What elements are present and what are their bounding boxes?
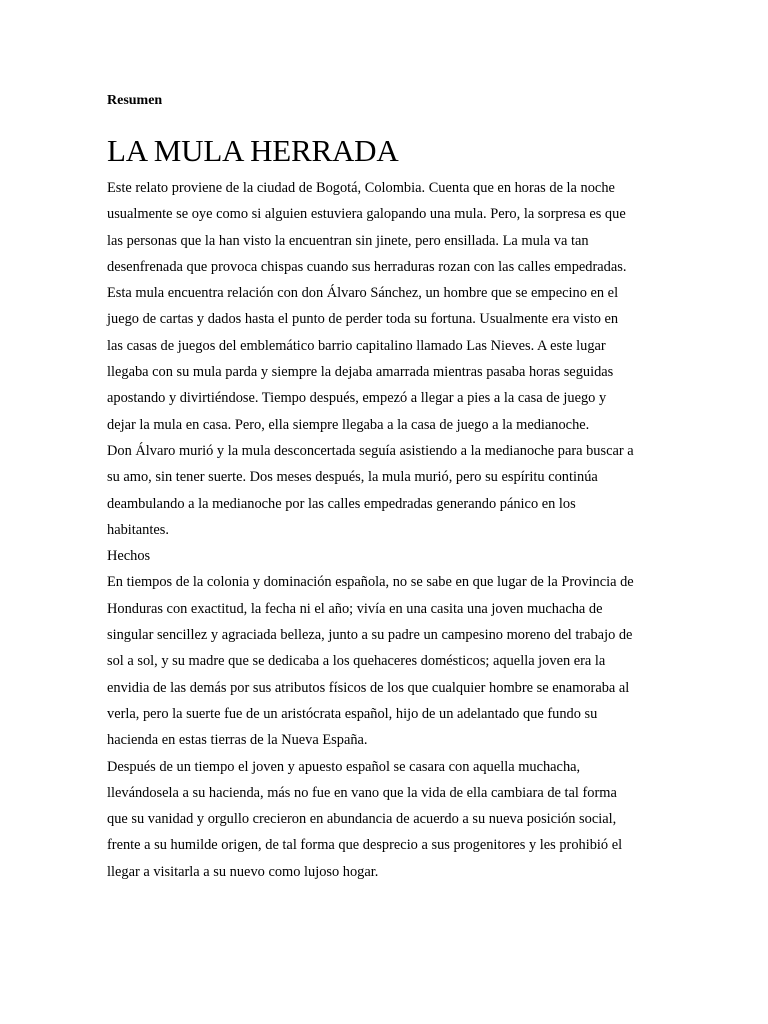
- heading-hechos: Hechos: [107, 548, 151, 565]
- paragraph-colonia: En tiempos de la colonia y dominación española, no se sabe en que lugar de la Provincia de Honduras con exactitud, la fecha ni el año; vivía en una casita una joven muchacha de singular sencillez y agraciada belleza, junto a su padre un campesino moreno del trabajo de sol a sol, y su madre que se dedicaba a los quehaceres domésticos; aquella joven era la envidia de las demás por sus atributos físicos de los que cualquier hombre se enamoraba al verla, pero la suerte fue de un aristócrata español, hijo de un adelantado que fundo su hacienda en estas tierras de la Nueva España.: [107, 574, 634, 749]
- document-title: LA MULA HERRADA: [107, 133, 399, 168]
- document-content: [107, 90, 667, 885]
- paragraph-legend: Este relato proviene de la ciudad de Bogotá, Colombia. Cuenta que en horas de la noche usualmente se oye como si alguien estuviera galopando una mula. Pero, la sorpresa es que las personas que la han visto la encuentran sin jinete, pero ensillada. La mula va tan desenfrenada que provoca chispas cuando sus herraduras rozan con las calles empedradas. Esta mula encuentra relación con don Álvaro Sánchez, un hombre que se empecino en el juego de cartas y dados hasta el punto de perder toda su fortuna. Usualmente era visto en las casas de juegos del emblemático barrio capitalino llamado Las Nieves. A este lugar llegaba con su mula parda y siempre la dejaba amarrada mientras pasaba horas seguidas apostando y divirtiéndose. Tiempo después, empezó a llegar a pies a la casa de juego y dejar la mula en casa. Pero, ella siempre llegaba a la casa de juego a la medianoche.: [107, 180, 627, 433]
- document-body: [107, 175, 667, 885]
- paragraph-marriage: Después de un tiempo el joven y apuesto español se casara con aquella muchacha, llevándosela a su hacienda, más no fue en vano que la vida de ella cambiara de tal forma que su vanidad y orgullo crecieron en abundancia de acuerdo a su nueva posición social, frente a su humilde origen, de tal forma que desprecio a sus progenitores y les prohibió el llegar a visitarla a su nuevo como lujoso hogar.: [107, 758, 623, 880]
- section-label: Resumen: [107, 93, 163, 108]
- paragraph-ending: Don Álvaro murió y la mula desconcertada seguía asistiendo a la medianoche para buscar a su amo, sin tener suerte. Dos meses después, la mula murió, pero su espíritu continúa deambulando a la medianoche por las calles empedradas generando pánico en los habitantes.: [107, 442, 634, 538]
